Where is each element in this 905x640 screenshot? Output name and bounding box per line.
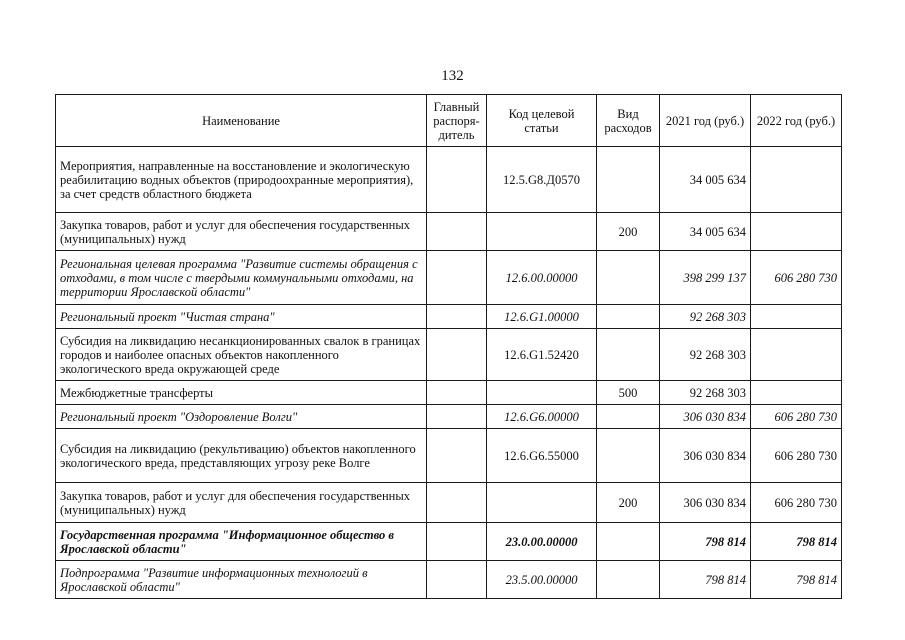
header-code: Код целевой статьи: [487, 95, 597, 147]
row-manager: [427, 213, 487, 251]
table-row: [56, 251, 842, 305]
header-2022: 2022 год (руб.): [751, 95, 842, 147]
row-2022: 798 814: [751, 561, 842, 599]
row-2022: 606 280 730: [751, 405, 842, 429]
row-type: 200: [597, 213, 660, 251]
row-2021: 398 299 137: [660, 251, 751, 305]
header-row: [56, 95, 842, 147]
row-type: [597, 561, 660, 599]
table-row: [56, 561, 842, 599]
row-name: Государственная программа "Информационное общество в Ярославской области": [56, 523, 427, 561]
row-manager: [427, 429, 487, 483]
row-name: Субсидия на ликвидацию несанкционированных свалок в границах городов и наиболее опасных объектов накопленного экологического вреда окружающей среде: [56, 329, 427, 381]
row-code: 12.6.G1.52420: [487, 329, 597, 381]
row-code: 12.6.00.00000: [487, 251, 597, 305]
row-name: Закупка товаров, работ и услуг для обеспечения государственных (муниципальных) нужд: [56, 213, 427, 251]
row-2022: [751, 147, 842, 213]
row-code: 12.6.G6.00000: [487, 405, 597, 429]
row-2022: [751, 381, 842, 405]
row-manager: [427, 381, 487, 405]
row-2021: 92 268 303: [660, 381, 751, 405]
row-type: [597, 147, 660, 213]
table-row: [56, 429, 842, 483]
row-2021: 306 030 834: [660, 405, 751, 429]
row-2021: 306 030 834: [660, 429, 751, 483]
row-2022: [751, 305, 842, 329]
table-row: [56, 405, 842, 429]
row-2022: 606 280 730: [751, 251, 842, 305]
row-type: 200: [597, 483, 660, 523]
table-row: [56, 329, 842, 381]
row-type: [597, 429, 660, 483]
row-name: Подпрограмма "Развитие информационных технологий в Ярославской области": [56, 561, 427, 599]
row-name: Региональный проект "Чистая страна": [56, 305, 427, 329]
row-code: 12.5.G8.Д0570: [487, 147, 597, 213]
row-manager: [427, 251, 487, 305]
row-manager: [427, 329, 487, 381]
row-name: Региональная целевая программа "Развитие системы обращения с отходами, в том числе с твердыми коммунальными отходами, на территории Ярославской области": [56, 251, 427, 305]
row-manager: [427, 561, 487, 599]
row-type: [597, 329, 660, 381]
row-type: [597, 305, 660, 329]
row-manager: [427, 523, 487, 561]
row-2022: 606 280 730: [751, 429, 842, 483]
row-code: 12.6.G1.00000: [487, 305, 597, 329]
row-code: [487, 381, 597, 405]
row-2022: 606 280 730: [751, 483, 842, 523]
row-code: 23.0.00.00000: [487, 523, 597, 561]
row-2022: 798 814: [751, 523, 842, 561]
page-number: 132: [441, 68, 464, 84]
table-row: [56, 213, 842, 251]
row-2022: [751, 329, 842, 381]
row-code: 12.6.G6.55000: [487, 429, 597, 483]
row-2022: [751, 213, 842, 251]
row-code: [487, 483, 597, 523]
row-manager: [427, 147, 487, 213]
row-manager: [427, 305, 487, 329]
row-manager: [427, 483, 487, 523]
header-manager: Главный распоря-дитель: [427, 95, 487, 147]
row-name: Региональный проект "Оздоровление Волги": [56, 405, 427, 429]
budget-table: [55, 94, 842, 599]
row-2021: 92 268 303: [660, 329, 751, 381]
table-row: [56, 523, 842, 561]
row-name: Мероприятия, направленные на восстановление и экологическую реабилитацию водных объектов (природоохранные мероприятия), за счет средств областного бюджета: [56, 147, 427, 213]
row-code: 23.5.00.00000: [487, 561, 597, 599]
table-row: [56, 483, 842, 523]
table-row: [56, 305, 842, 329]
row-type: [597, 405, 660, 429]
row-name: Закупка товаров, работ и услуг для обеспечения государственных (муниципальных) нужд: [56, 483, 427, 523]
row-2021: 798 814: [660, 523, 751, 561]
header-name: Наименование: [56, 95, 427, 147]
row-type: [597, 523, 660, 561]
row-type: 500: [597, 381, 660, 405]
header-type: Вид расходов: [597, 95, 660, 147]
row-2021: 92 268 303: [660, 305, 751, 329]
row-2021: 34 005 634: [660, 213, 751, 251]
row-name: Субсидия на ликвидацию (рекультивацию) объектов накопленного экологического вреда, представляющих угрозу реке Волге: [56, 429, 427, 483]
header-2021: 2021 год (руб.): [660, 95, 751, 147]
row-type: [597, 251, 660, 305]
row-2021: 798 814: [660, 561, 751, 599]
row-name: Межбюджетные трансферты: [56, 381, 427, 405]
row-manager: [427, 405, 487, 429]
table-row: [56, 381, 842, 405]
row-2021: 34 005 634: [660, 147, 751, 213]
table-row: [56, 147, 842, 213]
row-2021: 306 030 834: [660, 483, 751, 523]
row-code: [487, 213, 597, 251]
